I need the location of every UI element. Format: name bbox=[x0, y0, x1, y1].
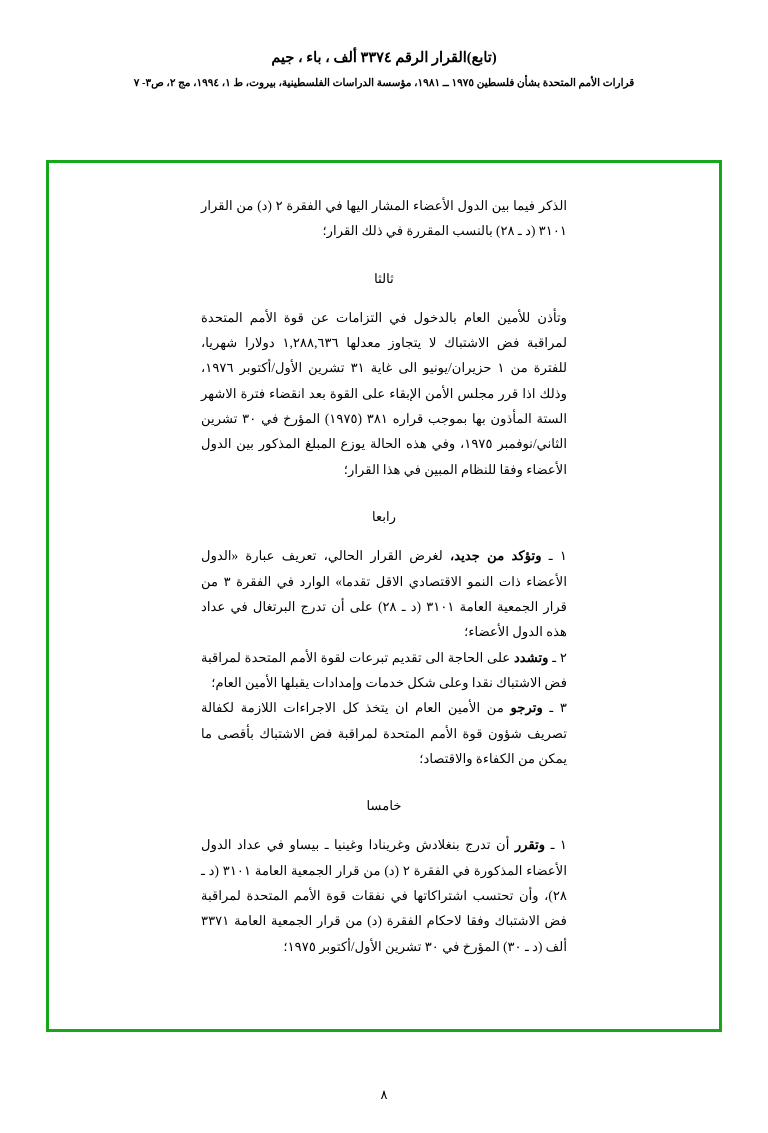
item-bold-lead: وتشدد bbox=[513, 649, 549, 665]
section-four-item-2 bbox=[201, 645, 567, 696]
item-text: من الأمين العام ان يتخذ كل الاجراءات اللازمة لكفالة تصريف شؤون قوة الأمم المتحدة لمراقبة فض الاشتباك بأقصى ما يمكن من الكفاءة والاقتصاد؛ bbox=[201, 700, 567, 766]
intro-paragraph: الذكر فيما بين الدول الأعضاء المشار اليها في الفقرة ٢ (د) من القرار ٣١٠١ (د ـ ٢٨) بالنسب المقررة في ذلك القرار؛ bbox=[201, 198, 567, 239]
item-number: ١ ـ bbox=[545, 837, 567, 853]
item-number: ٣ ـ bbox=[542, 700, 567, 716]
item-text: لغرض القرار الحالي، تعريف عبارة «الدول الأعضاء ذات النمو الاقتصادي الاقل تقدما» الوارد في الفقرة ٣ من قرار الجمعية العامة ٣١٠١ (د ـ ٢٨) على أن تدرج البرتغال في عداد هذه الدول الأعضاء؛ bbox=[201, 548, 567, 640]
section-three-paragraph: وتأذن للأمين العام بالدخول في التزامات عن قوة الأمم المتحدة لمراقبة فض الاشتباك لا يتجاوز معدلها ١,٢٨٨,٦٣٦ دولارا شهريا، للفترة من ١ حزيران/يونيو الى غاية ٣١ تشرين الأول/أكتوبر ١٩٧٦، وذلك اذا قرر مجلس الأمن الإبقاء على القوة بعد انقضاء فترة الاشهر الستة المأذون بها بموجب قراره ٣٨١ (١٩٧٥) المؤرخ في ٣٠ تشرين الثاني/نوفمبر ١٩٧٥، وفي هذه الحالة يوزع المبلغ المذكور بين الدول الأعضاء وفقا للنظام المبين في هذا القرار؛ bbox=[201, 309, 567, 477]
section-four-item-1 bbox=[201, 543, 567, 644]
item-bold-lead: وترجو bbox=[510, 700, 543, 716]
item-text: على الحاجة الى تقديم تبرعات لقوة الأمم المتحدة لمراقبة فض الاشتباك نقدا وعلى شكل خدمات وإمدادات يقبلها الأمين العام؛ bbox=[201, 649, 567, 690]
page-number: ٨ bbox=[380, 1087, 388, 1102]
document-body bbox=[201, 185, 567, 959]
item-number: ٢ ـ bbox=[548, 649, 567, 665]
item-number: ١ ـ bbox=[541, 548, 567, 564]
document-page bbox=[0, 48, 768, 1133]
section-heading-five: خامسا bbox=[366, 798, 402, 814]
item-text: أن تدرج بنغلادش وغرينادا وغينيا ـ بيساو في عداد الدول الأعضاء المذكورة في الفقرة ٢ (د) من قرار الجمعية العامة ٣١٠١ (د ـ ٢٨)، وأن تحتسب اشتراكاتها في نفقات قوة الأمم المتحدة لمراقبة فض الاشتباك وفقا لاحكام الفقرة (د) من قرار الجمعية العامة ٣٣٧١ ألف (د ـ ٣٠) المؤرخ في ٣٠ تشرين الأول/أكتوبر ١٩٧٥؛ bbox=[201, 837, 567, 954]
item-bold-lead: وتقرر bbox=[514, 837, 546, 853]
green-border-frame bbox=[46, 160, 722, 1032]
header-title: (تابع)القرار الرقم ٣٣٧٤ ألف ، باء ، جيم bbox=[271, 50, 497, 66]
item-bold-lead: وتؤكد من جديد، bbox=[450, 548, 542, 564]
section-four-item-3 bbox=[201, 695, 567, 771]
page-header bbox=[0, 48, 768, 89]
header-source-citation: قرارات الأمم المتحدة بشأن فلسطين ١٩٧٥ ــ ١٩٨١، مؤسسة الدراسات الفلسطينية، بيروت، ط ١، ١٩٩٤، مج ٢، ص٣- ٧ bbox=[133, 77, 635, 89]
section-heading-three: ثالثا bbox=[374, 270, 394, 286]
section-five-item-1 bbox=[201, 832, 567, 959]
section-heading-four: رابعا bbox=[371, 509, 397, 525]
